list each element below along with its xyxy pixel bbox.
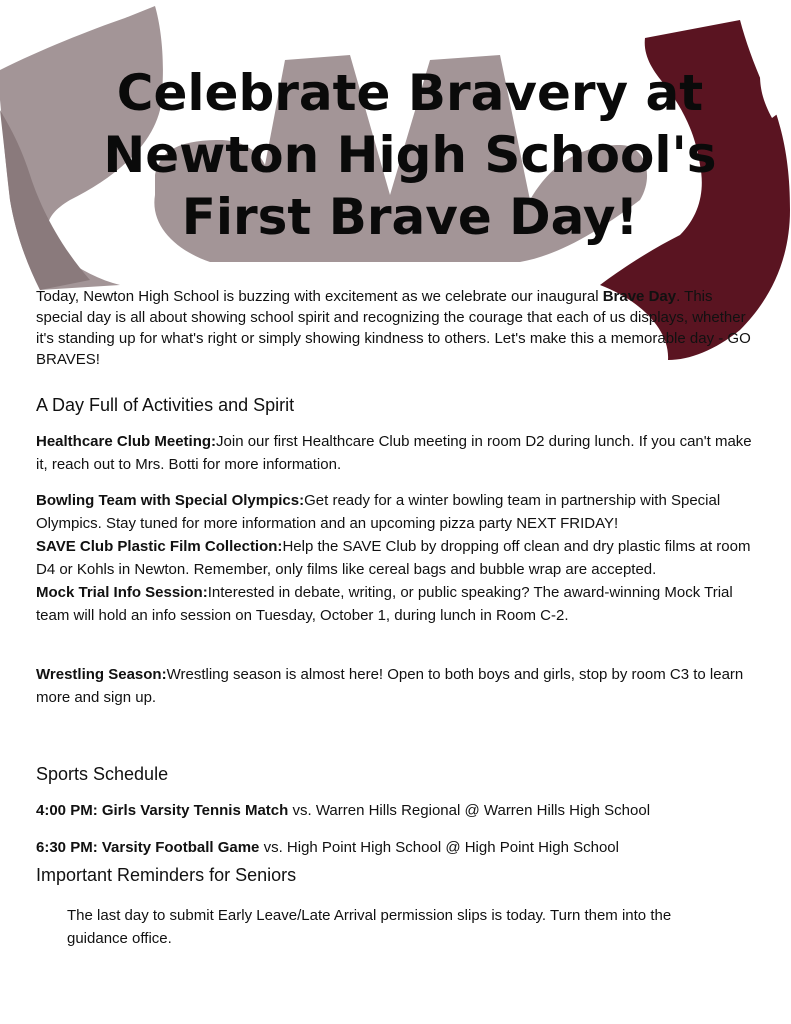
activity-item [36,430,756,476]
activity-text: Wrestling season is almost here! Open to both boys and girls, stop by room C3 to learn more and sign up. [36,666,744,706]
sports-heading: Sports Schedule [36,764,169,784]
reminders-heading: Important Reminders for Seniors [36,865,297,885]
activity-item [36,581,756,627]
activity-item [36,535,756,581]
intro-text-end: . This special day is all about showing school spirit and recognizing the courage that each of us displays, whether it's standing up for what's right or simply showing kindness to others. Let's make this a memorable day - GO BRAVES! [36,288,751,368]
page-title [60,62,760,248]
activities-heading: A Day Full of Activities and Spirit [36,395,295,415]
intro-paragraph [36,286,756,370]
activity-text: Join our first Healthcare Club meeting in room D2 during lunch. If you can't make it, reach out to Mrs. Botti for more information. [36,433,752,473]
game-label: 4:00 PM: Girls Varsity Tennis Match [36,802,289,819]
newsletter-body [36,286,756,950]
title-line-2: Newton High School's [103,126,717,184]
activity-label: SAVE Club Plastic Film Collection: [36,538,283,555]
activity-label: Mock Trial Info Session: [36,584,208,601]
game-text: vs. Warren Hills Regional @ Warren Hills High School [288,802,651,819]
intro-text-start: Today, Newton High School is buzzing with excitement as we celebrate our inaugural [36,288,603,305]
activity-item [36,663,756,709]
activity-item [36,489,756,535]
sports-game [36,836,756,859]
activity-text: Interested in debate, writing, or public speaking? The award-winning Mock Trial team will hold an info session on Tuesday, October 1, during lunch in Room C-2. [36,584,733,624]
activity-text: Get ready for a winter bowling team in partnership with Special Olympics. Stay tuned for more information and an upcoming pizza party NEXT FRIDAY! [36,492,721,532]
activity-label: Healthcare Club Meeting: [36,433,217,450]
sports-game [36,799,756,822]
title-line-3: First Brave Day! [181,188,639,246]
intro-highlight: Brave Day [602,288,677,305]
activity-label: Wrestling Season: [36,666,167,683]
game-label: 6:30 PM: Varsity Football Game [36,839,260,856]
title-line-1: Celebrate Bravery at [116,64,704,122]
reminder-text: The last day to submit Early Leave/Late Arrival permission slips is today. Turn them into the guidance office. [67,907,672,947]
activity-label: Bowling Team with Special Olympics: [36,492,305,509]
game-text: vs. High Point High School @ High Point High School [259,839,619,856]
activity-text: Help the SAVE Club by dropping off clean and dry plastic films at room D4 or Kohls in Newton. Remember, only films like cereal bags and bubble wrap are accepted. [36,538,751,578]
